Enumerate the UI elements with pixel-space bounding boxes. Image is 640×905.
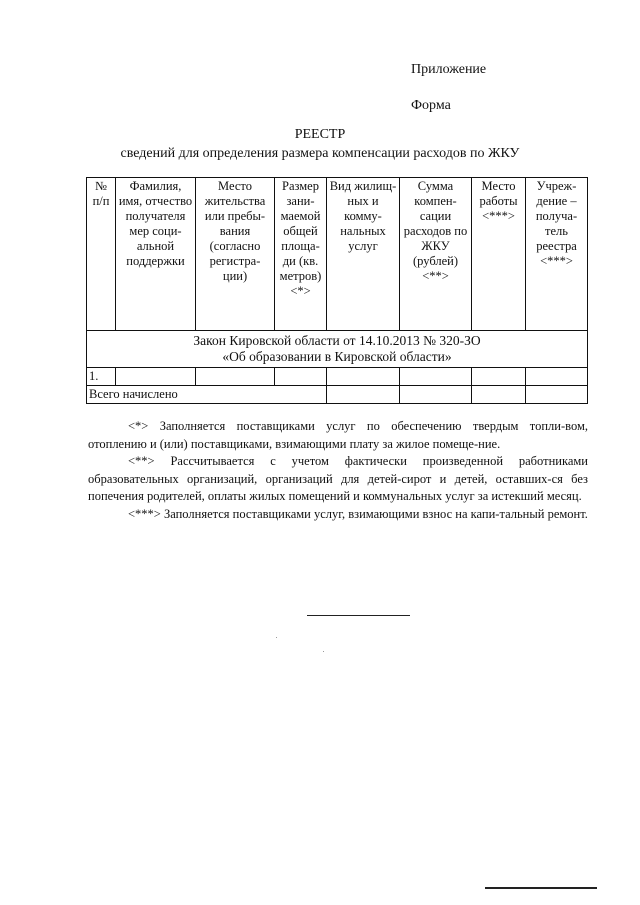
scan-speck — [323, 651, 324, 652]
col-header-area: Размер зани-маемой общей площа-ди (кв. метров) <*> — [275, 178, 327, 331]
law-row — [87, 331, 588, 368]
law-line-1: Закон Кировской области от 14.10.2013 № 320-ЗО — [193, 333, 481, 348]
scan-speck — [276, 637, 277, 638]
table-row — [87, 368, 588, 386]
footnote-2: <**> Рассчитывается с учетом фактически произведенной работниками образовательных организаций, организаций для детей-сирот и детей, оставших-ся без попечения родителей, оплаты жилых помещений и коммунальных услуг за истекший месяц. — [88, 454, 588, 504]
empty-cell — [275, 368, 327, 386]
col-header-service-type: Вид жилищ-ных и комму-нальных услуг — [327, 178, 400, 331]
form-label: Форма — [411, 98, 451, 113]
bottom-rule — [485, 887, 597, 889]
footnote-1: <*> Заполняется поставщиками услуг по обеспечению твердым топли-вом, отоплению и (или) поставщиками, взимающими плату за жилое помеще-ние. — [88, 419, 588, 451]
appendix-label: Приложение — [411, 62, 487, 77]
document-title: РЕЕСТР — [294, 127, 346, 142]
empty-cell — [327, 386, 400, 404]
total-row — [87, 386, 588, 404]
col-header-compensation: Сумма компен-сации расходов по ЖКУ (рублей) <**> — [400, 178, 472, 331]
col-header-residence: Место жительства или пребы-вания (согласно регистра-ции) — [196, 178, 275, 331]
empty-cell — [327, 368, 400, 386]
footnotes — [88, 418, 588, 524]
document-subtitle: сведений для определения размера компенсации расходов по ЖКУ — [120, 146, 520, 161]
closing-rule — [307, 615, 410, 616]
law-line-2: «Об образовании в Кировской области» — [222, 349, 452, 364]
empty-cell — [526, 368, 588, 386]
table-header-row — [87, 178, 588, 331]
empty-cell — [526, 386, 588, 404]
registry-table — [86, 177, 588, 404]
col-header-number: № п/п — [87, 178, 116, 331]
empty-cell — [472, 386, 526, 404]
empty-cell — [196, 368, 275, 386]
law-cell — [87, 331, 588, 368]
col-header-fullname: Фамилия, имя, отчество получателя мер соци-альной поддержки — [116, 178, 196, 331]
col-header-workplace: Место работы <***> — [472, 178, 526, 331]
empty-cell — [400, 386, 472, 404]
empty-cell — [400, 368, 472, 386]
empty-cell — [472, 368, 526, 386]
empty-cell — [116, 368, 196, 386]
col-header-recipient: Учреж-дение – получа-тель реестра <***> — [526, 178, 588, 331]
row-number-cell: 1. — [87, 368, 116, 386]
total-label-cell: Всего начислено — [87, 386, 327, 404]
footnote-3: <***> Заполняется поставщиками услуг, взимающими взнос на капи-тальный ремонт. — [128, 506, 588, 521]
